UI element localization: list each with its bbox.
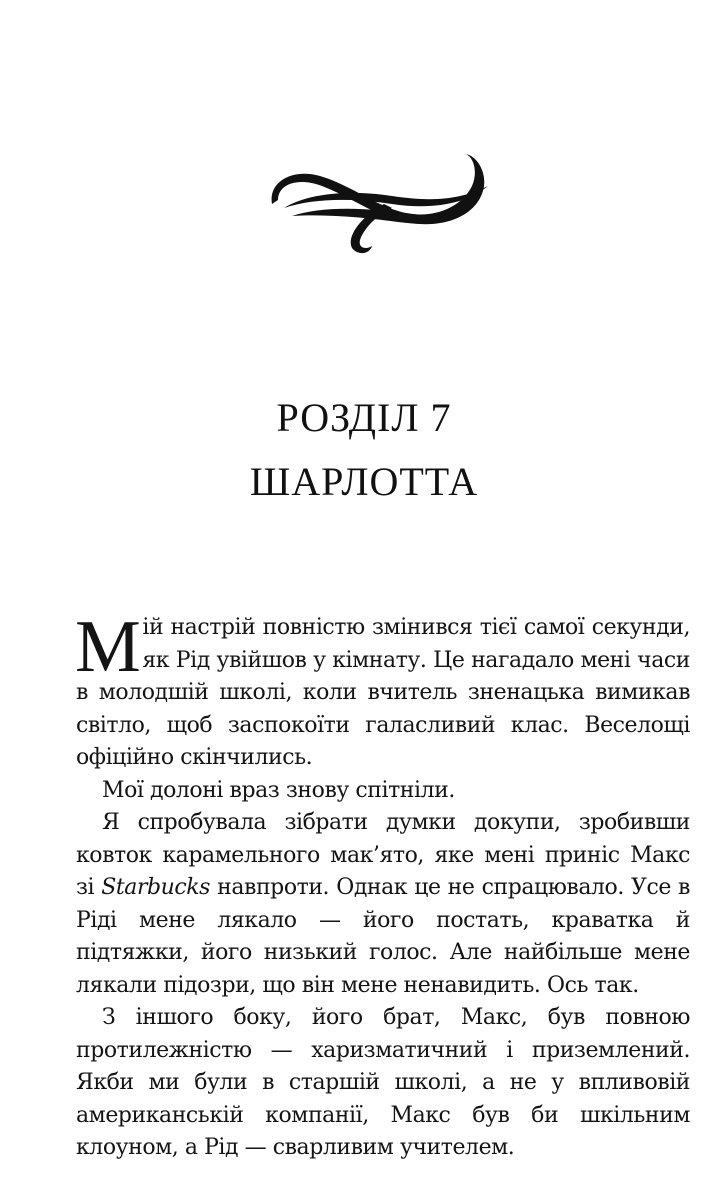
chapter-body-text (75, 606, 690, 1165)
chapter-title: ШАРЛОТТА (249, 459, 479, 504)
paragraph-2: Мої долоні враз знову спітніли. (102, 777, 455, 803)
chapter-number: РОЗДІЛ 7 (276, 395, 452, 440)
paragraph-3 (76, 807, 690, 1002)
drop-cap-letter: М (75, 606, 141, 688)
paragraph-4: З іншого боку, його брат, Макс, був повною протилежністю — харизматичний і приземлений. Якби ми були в старшій школі, а не у впливовій американській компанії, Макс був би шкільним клоуном, а Рід — сварливим учителем. (76, 1005, 690, 1160)
paragraph-3-text-end: навпроти. Однак це не спрацювало. Усе в Ріді мене лякало — його постать, краватка й підтяжки, його низький голос. Але найбільше мене лякали підозри, що він мене ненавидить. Ось так. (76, 875, 690, 998)
paragraph-3-text-start: Я спробувала зібрати думки докупи, зробивши ковток карамельного мак’ято, яке мені приніс Макс зі (76, 810, 690, 900)
paragraph-1-text: ій настрій повністю змінився тієї самої секунди, як Рід увійшов у кімнату. Це нагадало мені часи в молодшій школі, коли вчитель зненацька вимикав світло, щоб заспокоїти галасливий клас. Веселощі офіційно скінчились. (76, 615, 690, 770)
starbucks-brand: Starbucks (101, 875, 210, 900)
paragraph-1 (75, 606, 690, 775)
flourish-ornament-icon (262, 146, 498, 258)
